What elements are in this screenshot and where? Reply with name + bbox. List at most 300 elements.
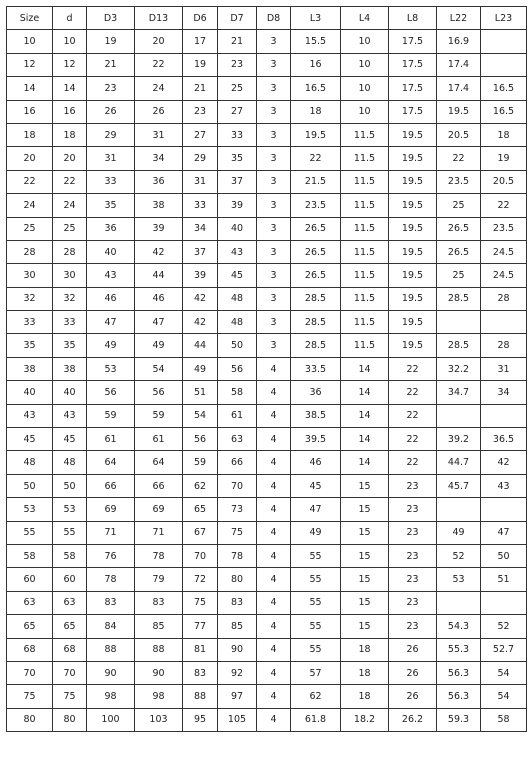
table-cell: 4 xyxy=(257,498,291,521)
table-cell: 19.5 xyxy=(389,123,437,146)
table-cell: 24.5 xyxy=(481,264,527,287)
table-cell: 35 xyxy=(7,334,53,357)
table-cell: 47 xyxy=(135,311,183,334)
table-cell: 50 xyxy=(53,474,87,497)
table-cell: 30 xyxy=(7,264,53,287)
table-cell: 29 xyxy=(183,147,218,170)
table-cell: 65 xyxy=(183,498,218,521)
table-cell: 4 xyxy=(257,451,291,474)
table-cell: 54 xyxy=(481,661,527,684)
table-cell: 73 xyxy=(218,498,257,521)
table-cell: 19.5 xyxy=(389,170,437,193)
table-cell: 3 xyxy=(257,100,291,123)
table-cell: 80 xyxy=(53,708,87,731)
table-cell: 22 xyxy=(389,451,437,474)
table-cell: 4 xyxy=(257,591,291,614)
table-cell: 19.5 xyxy=(389,334,437,357)
table-cell: 105 xyxy=(218,708,257,731)
table-cell: 55 xyxy=(291,544,341,567)
table-cell: 15 xyxy=(341,474,389,497)
table-cell: 24.5 xyxy=(481,240,527,263)
table-cell: 83 xyxy=(218,591,257,614)
table-cell: 17.4 xyxy=(437,53,481,76)
table-cell: 49 xyxy=(135,334,183,357)
table-cell: 18 xyxy=(53,123,87,146)
table-cell: 36 xyxy=(135,170,183,193)
table-cell: 16 xyxy=(7,100,53,123)
table-cell: 55 xyxy=(7,521,53,544)
table-cell: 49 xyxy=(437,521,481,544)
table-cell: 48 xyxy=(218,287,257,310)
table-cell: 10 xyxy=(341,53,389,76)
table-row xyxy=(7,404,527,427)
table-cell: 85 xyxy=(218,615,257,638)
table-cell: 37 xyxy=(183,240,218,263)
column-header: L8 xyxy=(389,7,437,30)
table-cell: 45.7 xyxy=(437,474,481,497)
table-cell: 61 xyxy=(135,428,183,451)
table-cell: 34.7 xyxy=(437,381,481,404)
table-cell: 4 xyxy=(257,544,291,567)
table-cell: 11.5 xyxy=(341,240,389,263)
table-cell: 4 xyxy=(257,685,291,708)
table-cell: 14 xyxy=(341,451,389,474)
table-cell: 26 xyxy=(389,638,437,661)
table-cell: 22 xyxy=(291,147,341,170)
table-cell: 15 xyxy=(341,498,389,521)
table-cell xyxy=(481,591,527,614)
table-cell: 75 xyxy=(183,591,218,614)
table-cell: 31 xyxy=(87,147,135,170)
table-cell: 23.5 xyxy=(481,217,527,240)
table-cell: 97 xyxy=(218,685,257,708)
table-cell: 44.7 xyxy=(437,451,481,474)
table-cell: 24 xyxy=(53,194,87,217)
table-cell: 56 xyxy=(87,381,135,404)
table-cell: 57 xyxy=(291,661,341,684)
table-cell: 3 xyxy=(257,311,291,334)
column-header: L23 xyxy=(481,7,527,30)
table-cell: 55 xyxy=(291,638,341,661)
table-row xyxy=(7,100,527,123)
table-cell: 59 xyxy=(135,404,183,427)
table-cell: 15 xyxy=(341,615,389,638)
table-cell: 26.5 xyxy=(291,217,341,240)
table-cell: 28 xyxy=(7,240,53,263)
table-cell: 3 xyxy=(257,170,291,193)
table-cell: 58 xyxy=(218,381,257,404)
table-cell: 4 xyxy=(257,474,291,497)
table-cell: 22 xyxy=(7,170,53,193)
table-cell: 17 xyxy=(183,30,218,53)
table-cell: 58 xyxy=(7,544,53,567)
table-cell: 22 xyxy=(389,404,437,427)
table-cell: 19 xyxy=(87,30,135,53)
table-cell: 43 xyxy=(218,240,257,263)
table-cell: 32 xyxy=(7,287,53,310)
table-cell: 55 xyxy=(291,568,341,591)
table-cell: 61 xyxy=(87,428,135,451)
table-cell: 59 xyxy=(183,451,218,474)
table-cell: 39.5 xyxy=(291,428,341,451)
table-cell: 28 xyxy=(53,240,87,263)
table-row xyxy=(7,194,527,217)
table-cell: 3 xyxy=(257,240,291,263)
table-cell: 3 xyxy=(257,194,291,217)
table-cell: 55 xyxy=(291,615,341,638)
table-cell: 4 xyxy=(257,661,291,684)
table-cell: 48 xyxy=(218,311,257,334)
table-cell: 28.5 xyxy=(437,334,481,357)
table-cell: 26.5 xyxy=(291,264,341,287)
table-cell: 35 xyxy=(53,334,87,357)
table-cell: 4 xyxy=(257,381,291,404)
table-cell: 66 xyxy=(218,451,257,474)
table-cell: 23 xyxy=(389,568,437,591)
table-cell: 14 xyxy=(341,404,389,427)
table-cell: 33 xyxy=(218,123,257,146)
table-cell: 17.5 xyxy=(389,77,437,100)
table-cell: 88 xyxy=(87,638,135,661)
table-cell: 33 xyxy=(53,311,87,334)
table-cell: 11.5 xyxy=(341,123,389,146)
table-cell: 45 xyxy=(7,428,53,451)
table-cell: 10 xyxy=(341,100,389,123)
table-cell: 66 xyxy=(87,474,135,497)
table-cell: 35 xyxy=(87,194,135,217)
table-cell: 18 xyxy=(341,685,389,708)
table-cell xyxy=(437,404,481,427)
table-cell: 75 xyxy=(53,685,87,708)
table-cell: 23 xyxy=(218,53,257,76)
table-cell: 19.5 xyxy=(291,123,341,146)
table-cell: 18 xyxy=(7,123,53,146)
table-cell: 54 xyxy=(183,404,218,427)
table-cell: 14 xyxy=(341,381,389,404)
table-row xyxy=(7,474,527,497)
table-cell: 88 xyxy=(135,638,183,661)
table-cell: 59.3 xyxy=(437,708,481,731)
table-cell: 63 xyxy=(7,591,53,614)
column-header: Size xyxy=(7,7,53,30)
table-cell: 78 xyxy=(87,568,135,591)
table-cell: 42 xyxy=(481,451,527,474)
table-cell: 15.5 xyxy=(291,30,341,53)
table-cell: 23 xyxy=(389,591,437,614)
table-cell: 23.5 xyxy=(291,194,341,217)
table-cell: 50 xyxy=(481,544,527,567)
table-cell: 59 xyxy=(87,404,135,427)
table-row xyxy=(7,311,527,334)
table-row xyxy=(7,451,527,474)
table-cell: 3 xyxy=(257,287,291,310)
table-cell: 84 xyxy=(87,615,135,638)
table-cell: 16.9 xyxy=(437,30,481,53)
table-cell: 23 xyxy=(389,615,437,638)
table-cell: 4 xyxy=(257,638,291,661)
table-cell: 55 xyxy=(291,591,341,614)
table-cell: 38.5 xyxy=(291,404,341,427)
table-cell: 49 xyxy=(87,334,135,357)
column-header: D3 xyxy=(87,7,135,30)
table-cell: 28.5 xyxy=(291,287,341,310)
table-cell: 68 xyxy=(53,638,87,661)
table-cell: 20 xyxy=(7,147,53,170)
table-cell: 27 xyxy=(218,100,257,123)
table-cell xyxy=(481,311,527,334)
table-cell: 25 xyxy=(7,217,53,240)
table-cell: 60 xyxy=(53,568,87,591)
table-cell xyxy=(437,311,481,334)
table-cell: 100 xyxy=(87,708,135,731)
table-cell: 23.5 xyxy=(437,170,481,193)
table-cell: 16.5 xyxy=(481,77,527,100)
table-cell: 24 xyxy=(7,194,53,217)
table-cell: 22 xyxy=(481,194,527,217)
table-cell: 44 xyxy=(135,264,183,287)
table-row xyxy=(7,264,527,287)
table-cell: 61 xyxy=(218,404,257,427)
table-cell: 15 xyxy=(341,544,389,567)
table-cell: 15 xyxy=(341,568,389,591)
table-cell: 26 xyxy=(87,100,135,123)
table-cell: 80 xyxy=(218,568,257,591)
table-cell: 11.5 xyxy=(341,264,389,287)
table-cell: 26.5 xyxy=(437,240,481,263)
table-cell: 43 xyxy=(481,474,527,497)
table-cell: 10 xyxy=(53,30,87,53)
table-cell: 4 xyxy=(257,708,291,731)
table-cell: 20.5 xyxy=(481,170,527,193)
table-cell: 4 xyxy=(257,615,291,638)
table-cell: 16 xyxy=(53,100,87,123)
table-cell: 75 xyxy=(7,685,53,708)
table-cell: 18 xyxy=(481,123,527,146)
table-cell: 22 xyxy=(389,381,437,404)
table-cell: 11.5 xyxy=(341,217,389,240)
table-cell: 35 xyxy=(218,147,257,170)
table-cell: 18 xyxy=(341,638,389,661)
table-cell: 23 xyxy=(183,100,218,123)
table-cell: 11.5 xyxy=(341,287,389,310)
table-cell: 17.5 xyxy=(389,100,437,123)
table-cell: 11.5 xyxy=(341,334,389,357)
table-cell: 50 xyxy=(7,474,53,497)
table-cell: 53 xyxy=(53,498,87,521)
table-cell: 14 xyxy=(53,77,87,100)
table-cell: 46 xyxy=(291,451,341,474)
table-cell: 11.5 xyxy=(341,147,389,170)
table-cell: 60 xyxy=(7,568,53,591)
table-cell: 47 xyxy=(481,521,527,544)
table-cell: 26 xyxy=(389,685,437,708)
table-cell: 55.3 xyxy=(437,638,481,661)
table-cell: 33 xyxy=(183,194,218,217)
table-cell: 40 xyxy=(53,381,87,404)
table-cell: 19.5 xyxy=(389,217,437,240)
table-row xyxy=(7,53,527,76)
table-cell: 19.5 xyxy=(389,264,437,287)
table-cell: 32.2 xyxy=(437,357,481,380)
table-cell: 3 xyxy=(257,53,291,76)
table-cell: 80 xyxy=(7,708,53,731)
table-cell: 71 xyxy=(87,521,135,544)
table-cell: 4 xyxy=(257,428,291,451)
table-row xyxy=(7,521,527,544)
table-cell: 48 xyxy=(7,451,53,474)
table-cell: 45 xyxy=(53,428,87,451)
table-cell: 40 xyxy=(87,240,135,263)
table-cell: 46 xyxy=(87,287,135,310)
table-row xyxy=(7,334,527,357)
table-cell: 11.5 xyxy=(341,170,389,193)
table-cell: 4 xyxy=(257,568,291,591)
table-cell: 71 xyxy=(135,521,183,544)
table-cell: 37 xyxy=(218,170,257,193)
table-cell: 70 xyxy=(183,544,218,567)
table-cell: 65 xyxy=(7,615,53,638)
column-header: L4 xyxy=(341,7,389,30)
table-row xyxy=(7,357,527,380)
table-cell: 33.5 xyxy=(291,357,341,380)
table-cell: 63 xyxy=(218,428,257,451)
table-cell: 20 xyxy=(53,147,87,170)
table-cell: 19.5 xyxy=(389,194,437,217)
table-cell: 4 xyxy=(257,357,291,380)
table-cell: 40 xyxy=(218,217,257,240)
table-cell: 54 xyxy=(481,685,527,708)
table-cell xyxy=(481,498,527,521)
table-cell: 69 xyxy=(87,498,135,521)
table-cell: 45 xyxy=(218,264,257,287)
table-cell: 19.5 xyxy=(389,287,437,310)
table-cell: 4 xyxy=(257,404,291,427)
table-cell xyxy=(481,53,527,76)
table-cell: 90 xyxy=(218,638,257,661)
table-row xyxy=(7,498,527,521)
table-cell: 27 xyxy=(183,123,218,146)
table-cell: 29 xyxy=(87,123,135,146)
table-cell: 31 xyxy=(183,170,218,193)
table-cell: 25 xyxy=(437,264,481,287)
table-cell: 21 xyxy=(87,53,135,76)
column-header: D8 xyxy=(257,7,291,30)
table-row xyxy=(7,123,527,146)
table-cell: 38 xyxy=(53,357,87,380)
table-cell: 52 xyxy=(481,615,527,638)
table-row xyxy=(7,30,527,53)
table-cell: 61.8 xyxy=(291,708,341,731)
table-cell: 62 xyxy=(291,685,341,708)
table-cell: 14 xyxy=(341,357,389,380)
table-cell: 33 xyxy=(87,170,135,193)
table-cell: 95 xyxy=(183,708,218,731)
table-cell: 32 xyxy=(53,287,87,310)
table-cell: 21 xyxy=(218,30,257,53)
table-cell: 15 xyxy=(341,591,389,614)
table-cell: 64 xyxy=(135,451,183,474)
column-header: L3 xyxy=(291,7,341,30)
table-cell: 16.5 xyxy=(481,100,527,123)
table-row xyxy=(7,544,527,567)
table-row xyxy=(7,217,527,240)
table-cell: 52.7 xyxy=(481,638,527,661)
table-cell: 3 xyxy=(257,264,291,287)
table-row xyxy=(7,708,527,731)
table-cell: 22 xyxy=(389,357,437,380)
table-cell: 43 xyxy=(7,404,53,427)
table-cell: 53 xyxy=(7,498,53,521)
table-cell: 42 xyxy=(183,311,218,334)
table-cell: 75 xyxy=(218,521,257,544)
table-cell: 36 xyxy=(291,381,341,404)
table-cell xyxy=(481,30,527,53)
table-row xyxy=(7,287,527,310)
table-cell: 18 xyxy=(341,661,389,684)
table-cell: 34 xyxy=(183,217,218,240)
table-cell: 31 xyxy=(135,123,183,146)
table-cell: 47 xyxy=(291,498,341,521)
table-cell: 56.3 xyxy=(437,661,481,684)
table-cell: 51 xyxy=(481,568,527,591)
table-cell: 23 xyxy=(389,544,437,567)
table-cell: 21 xyxy=(183,77,218,100)
table-cell: 19.5 xyxy=(389,311,437,334)
column-header: D13 xyxy=(135,7,183,30)
table-cell: 39 xyxy=(135,217,183,240)
table-cell: 3 xyxy=(257,123,291,146)
table-cell: 90 xyxy=(87,661,135,684)
table-cell: 19 xyxy=(481,147,527,170)
table-cell xyxy=(481,404,527,427)
table-cell: 22 xyxy=(135,53,183,76)
column-header: D6 xyxy=(183,7,218,30)
table-cell: 23 xyxy=(389,474,437,497)
table-cell: 56.3 xyxy=(437,685,481,708)
table-cell: 26.5 xyxy=(437,217,481,240)
table-cell: 77 xyxy=(183,615,218,638)
table-cell: 36.5 xyxy=(481,428,527,451)
table-cell: 17.5 xyxy=(389,53,437,76)
table-cell: 83 xyxy=(135,591,183,614)
table-cell: 36 xyxy=(87,217,135,240)
table-cell: 17.4 xyxy=(437,77,481,100)
table-row xyxy=(7,638,527,661)
table-row xyxy=(7,381,527,404)
table-cell: 52 xyxy=(437,544,481,567)
table-row xyxy=(7,591,527,614)
table-cell: 56 xyxy=(218,357,257,380)
table-row xyxy=(7,147,527,170)
table-cell: 22 xyxy=(53,170,87,193)
table-cell: 76 xyxy=(87,544,135,567)
table-cell: 28 xyxy=(481,287,527,310)
table-cell: 18.2 xyxy=(341,708,389,731)
table-cell: 39 xyxy=(183,264,218,287)
table-cell: 67 xyxy=(183,521,218,544)
table-cell: 54.3 xyxy=(437,615,481,638)
table-cell: 12 xyxy=(7,53,53,76)
table-cell: 65 xyxy=(53,615,87,638)
table-cell: 68 xyxy=(7,638,53,661)
table-cell: 83 xyxy=(87,591,135,614)
table-cell: 3 xyxy=(257,30,291,53)
table-row xyxy=(7,615,527,638)
table-cell: 90 xyxy=(135,661,183,684)
table-cell: 20 xyxy=(135,30,183,53)
table-cell: 4 xyxy=(257,521,291,544)
table-cell: 88 xyxy=(183,685,218,708)
